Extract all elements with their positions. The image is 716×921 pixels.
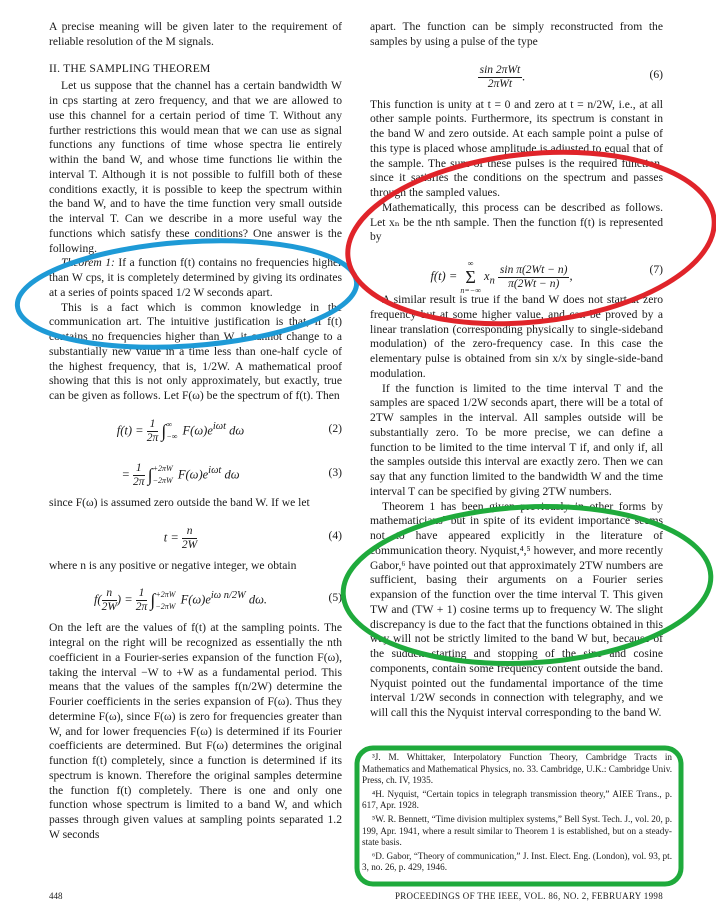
paragraph: This is a fact which is common knowledge in the communication art. The intuitive justification is that, if f(t) contains no frequencies higher than W, it cannot change to a substantially new value in a time less than one-half cycle of the highest frequency, that is, 1/2W. A mathematical proof showing that this is not only approximately, but exactly, true can be given as follows. Let F(ω) be the spectrum of f(t). Then [49,300,342,402]
equation-7: f(t) = ∞ Σ n=−∞ $x_n$ $\frac{\text{sin π(2Wt − n)}}{\pi(2Wt - n)}$ , (7) [430,259,663,295]
equation-number: (2) [328,421,342,435]
page-number: 448 [49,891,63,901]
footnotes [362,752,672,876]
left-column [49,20,342,843]
theorem-1 [49,256,342,300]
paragraph: apart. The function can be simply reconstructed from the samples by using a pulse of the type [370,20,663,48]
footnote-6: ⁶D. Gabor, “Theory of communication,” J. Inst. Elect. Eng. (London), vol. 93, pt. 3, no. 26, p. 429, 1946. [362,850,672,873]
paragraph: If the function is limited to the time interval T and the samples are spaced 1/2W seconds apart, there will be a total of 2TW samples in the interval. All samples outside will be substantially zero. To be more precise, we can define a function to be limited to the time interval T if, and only if, all the samples outside this interval are exactly zero. Then we can say that any function limited to the bandwidth W and the time interval T can be specified by giving 2TW numbers. [370,381,663,498]
paragraph: This function is unity at t = 0 and zero at t = n/2W, i.e., at all other sample points. Furthermore, its spectrum is constant in the band W and zero outside. At each sample point a pulse of this type is placed whose amplitude is adjusted to equal that of the sample. The sum of these pulses is the required function, since it satisfies the conditions on the spectrum and passes through the sampled values. [370,97,663,199]
footnote-4: ⁴H. Nyquist, “Certain topics in telegraph transmission theory,” AIEE Trans., p. 617, Apr. 1928. [362,788,672,811]
footnote-5: ⁵W. R. Bennett, “Time division multiplex systems,” Bell Syst. Tech. J., vol. 20, p. 199, Apr. 1941, where a result similar to Theorem 1 is established, but on a steady-state basis. [362,813,672,848]
equation-number: (4) [328,528,342,542]
section-heading: II. THE SAMPLING THEOREM [49,61,211,75]
paragraph: Mathematically, this process can be described as follows. Let xₙ be the nth sample. Then the function f(t) is represented by [370,200,663,244]
equation-6: $\frac{\text{sin 2πWt}}{\text{2πWt}}$ . (6) [479,63,663,90]
right-column [370,20,663,721]
paragraph: Let us suppose that the channel has a certain bandwidth W in cps starting at zero frequency, and that we are allowed to use this channel for a certain period of time T. Without any further restrictions this would mean that we can use as signal functions any functions of time whose spectra lie entirely within the band W, and whose time functions lie within the interval T. Although it is not possible to fulfill both of these conditions exactly, it is possible to keep the spectrum within the band W, and to have the time function very small outside the interval T. Can we describe in a more useful way the functions which satisfy these conditions? One answer is the following. [49,79,342,255]
equation-number: (6) [649,67,663,81]
paragraph: where n is any positive or negative integer, we obtain [49,558,297,572]
equation-number: (3) [328,465,342,479]
equation-number: (5) [328,591,342,605]
paragraph: Theorem 1 has been given previously in other forms by mathematicians³ but in spite of its evident importance seems not to have appeared explicitly in the literature of communication theory. Nyquist,⁴,⁵ however, and more recently Gabor,⁶ have pointed out that approximately 2TW numbers are sufficient, basing their arguments on a Fourier series expansion of the function over the time interval T. This given TW and (TW + 1) cosine terms up to frequency W. The slight discrepancy is due to the fact that the functions obtained in this way will not be strictly limited to the band W but, because of the sudden starting and stopping of the sine and cosine components, contain some frequency content outside the band. Nyquist pointed out the fundamental importance of the time interval 1/2W seconds in connection with telegraphy, and we will call this the Nyquist interval corresponding to the band W. [370,499,663,719]
equation-3: = $\frac{1}{2\pi}$ ∫ +2πW −2πW $F(\omega)e^{i\omega t}$ dω (3) [121,461,342,488]
equation-number: (7) [649,263,663,276]
paragraph: A similar result is true if the band W does not start at zero frequency but at some higher value, and can be proved by a linear translation (corresponding physically to single-sideband modulation) of the zero-frequency case. In this case the elementary pulse is obtained from sin x/x by single-side-band modulation. [370,293,663,380]
theorem-label: Theorem 1: [61,256,115,270]
equation-5: f( $\frac{n}{2W}$ ) = $\frac{1}{2\pi}$ ∫ +2πW −2πW $F(\omega)e^{i\omega n/2W}$ dω. (5) [93,587,342,614]
intro-paragraph: A precise meaning will be given later to the requirement of reliable resolution of the M signals. [49,20,342,48]
paragraph: On the left are the values of f(t) at the sampling points. The integral on the right will be recognized as essentially the nth coefficient in a Fourier-series expansion of the function F(ω), taking the interval −W to +W as a fundamental period. This means that the values of the samples f(n/2W) determine the Fourier coefficients in the series expansion of F(ω). Thus they determine F(ω), since F(ω) is zero for frequencies greater than W, and for lower frequencies F(ω) is determined if its Fourier coefficients are determined. But F(ω) determines the original function f(t) completely, since a function is determined if its spectrum is known. Therefore the original samples determine the function f(t) completely. There is one and only one function whose spectrum is limited to a band W, and which passes through given values at sampling points separated 1.2 W seconds [49,621,342,841]
paragraph: since F(ω) is assumed zero outside the band W. If we let [49,495,310,509]
equation-4: t = $\frac{n}{2W}$ (4) [163,524,342,551]
equation-2: f(t) = $\frac{1}{2\pi}$ ∫ ∞ −∞ $F(\omega)e^{i\omega t}$ dω (2) [116,417,342,444]
footnote-3: ³J. M. Whittaker, Interpolatory Function Theory, Cambridge Tracts in Mathematics and Mathematical Physics, no. 33. Cambridge, U.K.: Cambridge Univ. Press, ch. IV, 1935. [362,752,672,786]
journal-citation: PROCEEDINGS OF THE IEEE, VOL. 86, NO. 2, FEBRUARY 1998 [394,891,663,901]
theorem-text: If a function f(t) contains no frequencies higher than W cps, it is completely determined by giving its ordinates at a series of points spaced 1/2 W seconds apart. [49,256,342,299]
